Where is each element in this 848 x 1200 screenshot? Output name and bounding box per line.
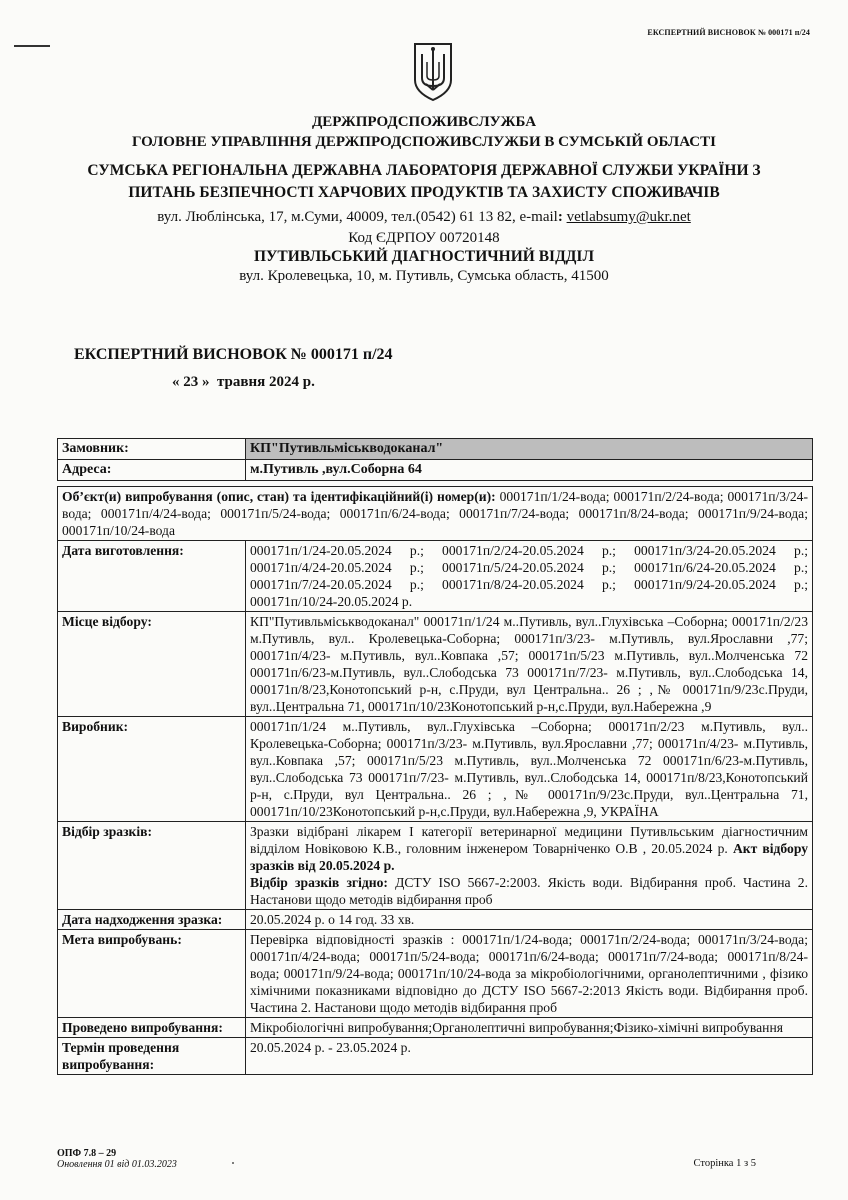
page-number: Сторінка 1 з 5 [693,1158,756,1169]
sampling-label: Відбір зразків: [58,822,246,910]
scan-dot [232,1162,234,1164]
sampling-act: Акт відбору зразків від 20.05.2024 р. [250,841,809,873]
conclusion-month-year: травня 2024 р. [217,374,315,390]
period-label: Термін проведення випробування: [58,1038,246,1075]
sampling-standard-label: Відбір зразків згідно: [250,875,388,890]
customer-row [58,439,813,460]
address-value: м.Путивль ,вул.Соборна 64 [246,460,813,481]
conclusion-date: « 23 » травня 2024 р. [172,374,315,390]
producer-label: Виробник: [58,717,246,822]
scan-mark [14,45,50,47]
object-cell [58,487,813,541]
purpose-row [58,930,813,1018]
address-label: Адреса: [58,460,246,481]
tests-label: Проведено випробування: [58,1018,246,1038]
sampling-value: Зразки відібрані лікарем І категорії ветеринарної медицини Путивльським діагностичним відділом Новіковою К.В., головним інженером Товарніченко О.В , 20.05.2024 р. [250,824,808,856]
purpose-value: Перевірка відповідності зразків : 000171п/1/24-вода; 000171п/2/24-вода; 000171п/3/24-вода; 000171п/4/24-вода; 000171п/5/24-вода; 000171п/6/24-вода; 000171п/7/24-вода; 000171п/8/24-вода; 000171п/9/24-вода; 000171п/10/24-вода за мікробіологічними, органолептичними , фізико хімічними показниками відповідно до ДСТУ ISO 5667-2:2013 Якість води. Відбирання проб. Частина 2. Настанови щодо методів відбирання проб [246,930,813,1018]
trident-emblem-icon [412,40,454,102]
laboratory-name-line1: СУМСЬКА РЕГІОНАЛЬНА ДЕРЖАВНА ЛАБОРАТОРІЯ ДЕРЖАВНОЇ СЛУЖБИ УКРАЇНИ З [87,162,761,179]
sampling-cell [246,822,813,910]
producer-row [58,717,813,822]
place-label: Місце відбору: [58,612,246,717]
conclusion-day: 23 [183,374,199,390]
period-value: 20.05.2024 р. - 23.05.2024 р. [246,1038,813,1075]
manufacture-value: 000171п/1/24-20.05.2024 р.; 000171п/2/24-20.05.2024 р.; 000171п/3/24-20.05.2024 р.; 000171п/4/24-20.05.2024 р.; 000171п/5/24-20.05.2024 р.; 000171п/6/24-20.05.2024 р.; 000171п/7/24-20.05.2024 р.; 000171п/8/24-20.05.2024 р.; 000171п/9/24-20.05.2024 р.; 000171п/10/24-20.05.2024 р. [246,541,813,612]
conclusion-title: ЕКСПЕРТНИЙ ВИСНОВОК № 000171 п/24 [74,346,393,363]
place-row [58,612,813,717]
receipt-value: 20.05.2024 р. о 14 год. 33 хв. [246,910,813,930]
manufacture-label: Дата виготовлення: [58,541,246,612]
email-link[interactable]: vetlabsumy@ukr.net [566,209,691,225]
object-value: 000171п/1/24-вода; 000171п/2/24-вода; 000171п/3/24-вода; 000171п/4/24-вода; 000171п/5/24-вода; 000171п/6/24-вода; 000171п/7/24-вода; 000171п/8/24-вода; 000171п/9/24-вода; 000171п/10/24-вода [62,489,808,538]
laboratory-address-text: вул. Люблінська, 17, м.Суми, 40009, тел.(0542) 61 13 82, e-mail [157,209,558,225]
sampling-standard-value: ДСТУ ISO 5667-2:2003. Якість води. Відбирання проб. Частина 2. Настанови щодо методів відбирання проб [250,875,808,907]
department-name: ПУТИВЛЬСЬКИЙ ДІАГНОСТИЧНИЙ ВІДДІЛ [254,248,594,265]
place-value: КП"Путивльміськводоканал" 000171п/1/24 м..Путивль, вул..Глухівська –Соборна; 000171п/2/23 м.Путивль, вул.. Кролевецька-Соборна; 000171п/3/23- м.Путивль, вул.Ярославни ,77; 000171п/4/23- м.Путивль, вул..Ковпака ,57; 000171п/5/23 м.Путивль, вул..Молченська 72 000171п/6/23-м.Путивль, вул..Слободська 73 000171п/7/23- м.Путивль, вул..Слободська 14, 000171п/8/23,Конотопський р-н, с.Пруди, вул Центральна.. 26 ; ,№ 000171п/9/23с.Пруди, вул..Центральна 71, 000171п/10/23Конотопський р-н,с.Пруди, вул.Набережна ,9 [246,612,813,717]
laboratory-address: вул. Люблінська, 17, м.Суми, 40009, тел.(0542) 61 13 82, e-mail: vetlabsumy@ukr.net [157,209,691,225]
period-row [58,1038,813,1075]
document-reference: ЕКСПЕРТНИЙ ВИСНОВОК № 000171 п/24 [647,28,810,37]
department-address: вул. Кролевецька, 10, м. Путивль, Сумська область, 41500 [239,268,609,284]
edrpou-code: Код ЄДРПОУ 00720148 [348,230,500,246]
address-row [58,460,813,481]
receipt-label: Дата надходження зразка: [58,910,246,930]
form-revision: Оновлення 01 від 01.03.2023 [57,1159,177,1170]
agency-name: ДЕРЖПРОДСПОЖИВСЛУЖБА [311,114,537,130]
producer-value: 000171п/1/24 м..Путивль, вул..Глухівська –Соборна; 000171п/2/23 м.Путивль, вул.. Кролевецька-Соборна; 000171п/3/23- м.Путивль, вул.Ярославни ,77; 000171п/4/23- м.Путивль, вул..Ковпака ,57; 000171п/5/23 м.Путивль, вул..Молченська 72 000171п/6/23-м.Путивль, вул..Слободська 73 000171п/7/23- м.Путивль, вул..Слободська 14, 000171п/8/23,Конотопський р-н, с.Пруди, вул Центральна.. 26 ; ,№ 000171п/9/23с.Пруди, вул..Центральна 71, 000171п/10/23Конотопський р-н,с.Пруди, вул.Набережна ,9, УКРАЇНА [246,717,813,822]
laboratory-name [40,160,808,204]
customer-table [57,438,813,481]
form-code: ОПФ 7.8 – 29 [57,1148,117,1159]
purpose-label: Мета випробувань: [58,930,246,1018]
object-label: Об’єкт(и) випробування (опис, стан) та ідентифікаційний(і) номер(и): [62,489,496,504]
object-row [58,487,813,541]
customer-value: КП"Путивльміськводоканал" [246,439,813,460]
tests-value: Мікробіологічні випробування;Органолептичні випробування;Фізико-хімічні випробування [246,1018,813,1038]
tests-row [58,1018,813,1038]
laboratory-name-line2: ПИТАНЬ БЕЗПЕЧНОСТІ ХАРЧОВИХ ПРОДУКТІВ ТА ЗАХИСТУ СПОЖИВАЧІВ [128,184,720,201]
form-footer [57,1148,177,1170]
directorate-name: ГОЛОВНЕ УПРАВЛІННЯ ДЕРЖПРОДСПОЖИВСЛУЖБИ В СУМСЬКІЙ ОБЛАСТІ [132,134,716,150]
receipt-row [58,910,813,930]
customer-label: Замовник: [58,439,246,460]
details-table [57,486,813,1075]
sampling-row [58,822,813,910]
manufacture-row [58,541,813,612]
